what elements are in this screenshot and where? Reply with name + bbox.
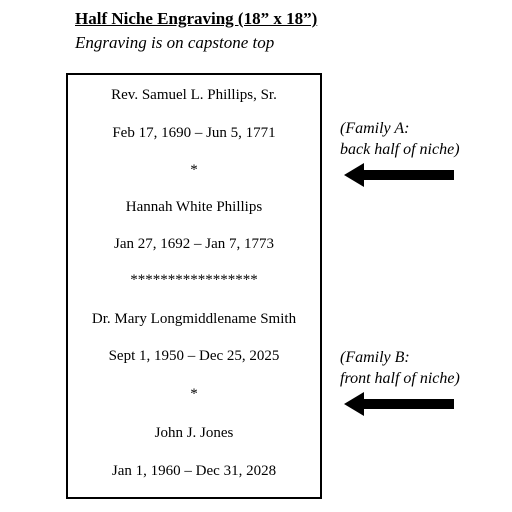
arrow-left-icon [344, 163, 454, 187]
engraving-plaque [66, 73, 322, 499]
family-b-note [340, 347, 460, 389]
engraving-separator-2: * [190, 386, 198, 402]
arrow-left-icon [344, 392, 454, 416]
engraving-line-dates-1: Feb 17, 1690 – Jun 5, 1771 [112, 125, 276, 141]
family-b-label: (Family B: [340, 349, 410, 366]
engraving-separator-1: * [190, 162, 198, 178]
engraving-line-name-2: Hannah White Phillips [125, 199, 263, 215]
family-b-description: front half of niche) [340, 370, 460, 387]
engraving-line-dates-4: Jan 1, 1960 – Dec 31, 2028 [111, 463, 277, 479]
family-a-description: back half of niche) [340, 141, 460, 158]
page-subtitle: Engraving is on capstone top [75, 33, 275, 52]
engraving-family-divider: ***************** [130, 272, 258, 288]
engraving-line-dates-2: Jan 27, 1692 – Jan 7, 1773 [114, 236, 274, 252]
engraving-line-dates-3: Sept 1, 1950 – Dec 25, 2025 [108, 348, 280, 364]
family-a-label: (Family A: [340, 120, 410, 137]
page-title: Half Niche Engraving (18” x 18”) [75, 9, 318, 28]
engraving-line-name-3: Dr. Mary Longmiddlename Smith [91, 311, 297, 327]
engraving-line-name-4: John J. Jones [154, 425, 234, 441]
engraving-line-name-1: Rev. Samuel L. Phillips, Sr. [111, 87, 277, 103]
family-a-note [340, 118, 460, 160]
